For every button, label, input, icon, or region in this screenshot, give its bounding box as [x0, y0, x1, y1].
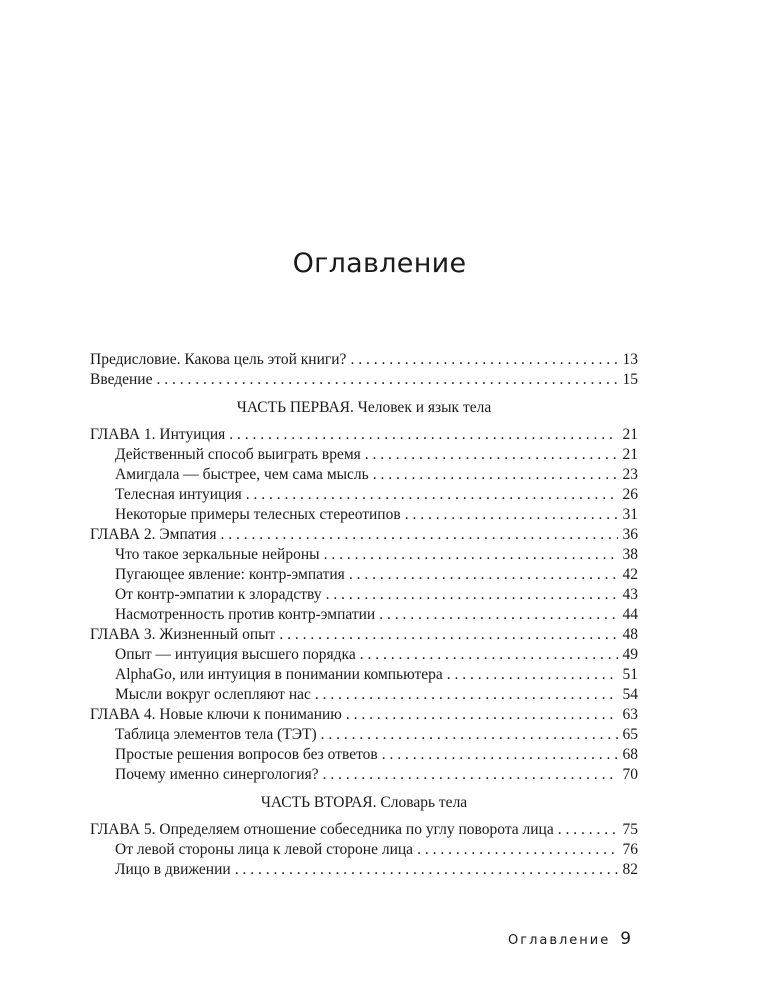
toc-entry-title: Насмотренность против контр-эмпатии [115, 606, 376, 623]
toc-page-number: 51 [622, 666, 638, 683]
toc-section-entry [90, 505, 638, 525]
toc-page-number: 76 [622, 841, 638, 858]
toc-entry-title: Таблица элементов тела (ТЭТ) [115, 726, 317, 743]
toc-entry-title: Опыт — интуиция высшего порядка [115, 646, 356, 663]
toc-section-entry [90, 840, 638, 860]
toc-entry-title: ГЛАВА 2. Эмпатия [90, 526, 217, 543]
page-footer [508, 929, 631, 949]
toc-section-entry [90, 665, 638, 685]
toc-page-number: 42 [622, 566, 638, 583]
toc-entry-title: Пугающее явление: контр-эмпатия [115, 566, 345, 583]
toc-page-number: 54 [622, 686, 638, 703]
running-head: Оглавление [508, 933, 611, 948]
dot-leader [349, 565, 618, 585]
toc-entry-title: Введение [90, 371, 153, 388]
table-of-contents [90, 350, 638, 880]
dot-leader [324, 545, 618, 565]
toc-page-number: 70 [622, 766, 638, 783]
dot-leader [447, 665, 618, 685]
toc-chapter-entry [90, 525, 638, 545]
toc-entry-title: Действенный способ выиграть время [115, 446, 361, 463]
toc-page-number: 49 [622, 646, 638, 663]
part-heading: ЧАСТЬ ПЕРВАЯ. Человек и язык тела [236, 399, 492, 416]
toc-intro-entry [90, 350, 638, 370]
toc-section-entry [90, 465, 638, 485]
toc-entry-title: ГЛАВА 1. Интуиция [90, 426, 226, 443]
toc-intro-entry [90, 370, 638, 390]
toc-page-number: 43 [622, 586, 638, 603]
toc-page-number: 36 [622, 526, 638, 543]
toc-section-entry [90, 605, 638, 625]
toc-section-entry [90, 765, 638, 785]
toc-entry-title: Некоторые примеры телесных стереотипов [115, 506, 401, 523]
toc-section-entry [90, 685, 638, 705]
toc-chapter-entry [90, 705, 638, 725]
toc-page-number: 63 [622, 706, 638, 723]
toc-page-number: 75 [622, 821, 638, 838]
toc-chapter-entry [90, 625, 638, 645]
dot-leader [326, 585, 618, 605]
dot-leader [279, 625, 618, 645]
toc-section-entry [90, 485, 638, 505]
toc-entry-title: Амигдала — быстрее, чем сама мысль [115, 466, 369, 483]
dot-leader [323, 765, 618, 785]
page-number: 9 [620, 929, 632, 949]
toc-entry-title: ГЛАВА 3. Жизненный опыт [90, 626, 276, 643]
dot-leader [365, 445, 618, 465]
toc-section-entry [90, 860, 638, 880]
toc-page-number: 44 [622, 606, 638, 623]
toc-section-entry [90, 745, 638, 765]
toc-chapter-entry [90, 820, 638, 840]
toc-entry-title: ГЛАВА 5. Определяем отношение собеседника по углу поворота лица [90, 821, 554, 838]
toc-page-number: 21 [622, 446, 638, 463]
toc-entry-title: Телесная интуиция [115, 486, 242, 503]
toc-entry-title: От левой стороны лица к левой стороне лица [115, 841, 414, 858]
toc-entry-title: Предисловие. Какова цель этой книги? [90, 351, 347, 368]
dot-leader [405, 505, 618, 525]
dot-leader [229, 425, 618, 445]
dot-leader [235, 860, 618, 880]
dot-leader [350, 350, 618, 370]
toc-section-entry [90, 545, 638, 565]
toc-page-number: 82 [622, 861, 638, 878]
toc-section-entry [90, 725, 638, 745]
dot-leader [246, 485, 618, 505]
part-heading: ЧАСТЬ ВТОРАЯ. Словарь тела [260, 794, 468, 811]
toc-section-entry [90, 585, 638, 605]
dot-leader [382, 745, 618, 765]
toc-page-number: 65 [622, 726, 638, 743]
toc-page-number: 23 [622, 466, 638, 483]
dot-leader [379, 605, 618, 625]
dot-leader [315, 685, 618, 705]
toc-page-number: 31 [622, 506, 638, 523]
toc-page-number: 38 [622, 546, 638, 563]
page-title: Оглавление [292, 248, 467, 279]
toc-entry-title: Простые решения вопросов без ответов [115, 746, 378, 763]
dot-leader [417, 840, 618, 860]
toc-page-number: 15 [622, 371, 638, 388]
dot-leader [558, 820, 618, 840]
toc-entry-title: ГЛАВА 4. Новые ключи к пониманию [90, 706, 342, 723]
toc-section-entry [90, 565, 638, 585]
toc-section-entry [90, 445, 638, 465]
dot-leader [346, 705, 618, 725]
toc-section-entry [90, 645, 638, 665]
dot-leader [321, 725, 618, 745]
dot-leader [156, 370, 618, 390]
toc-entry-title: Почему именно синергология? [115, 766, 319, 783]
toc-page-number: 21 [622, 426, 638, 443]
toc-page-number: 48 [622, 626, 638, 643]
toc-entry-title: Мысли вокруг ослепляют нас [115, 686, 311, 703]
dot-leader [360, 645, 618, 665]
toc-entry-title: Лицо в движении [115, 861, 231, 878]
toc-entry-title: От контр-эмпатии к злорадству [115, 586, 322, 603]
toc-page-number: 13 [622, 351, 638, 368]
dot-leader [220, 525, 618, 545]
toc-page-number: 68 [622, 746, 638, 763]
toc-page-number: 26 [622, 486, 638, 503]
toc-chapter-entry [90, 425, 638, 445]
dot-leader [373, 465, 618, 485]
toc-entry-title: Что такое зеркальные нейроны [115, 546, 320, 563]
toc-entry-title: AlphaGo, или интуиция в понимании компьютера [115, 666, 443, 683]
